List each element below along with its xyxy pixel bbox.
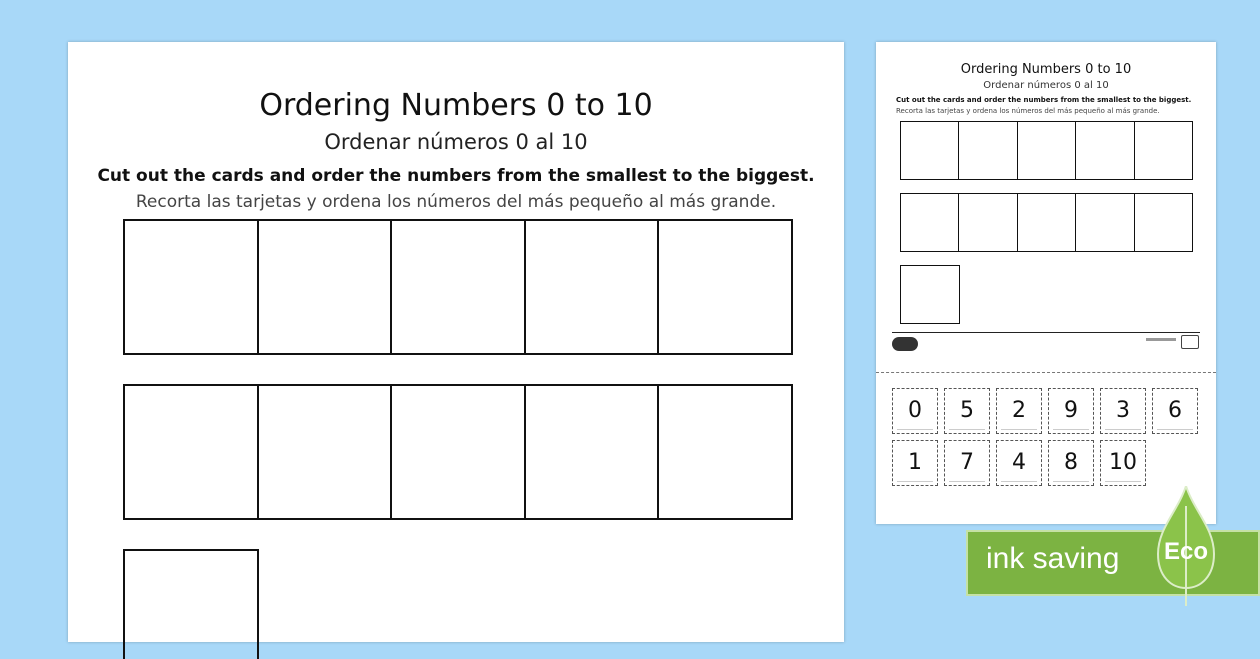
answer-box bbox=[259, 386, 393, 518]
preview-box bbox=[1135, 122, 1192, 179]
preview-box bbox=[1018, 122, 1076, 179]
preview-box bbox=[959, 122, 1017, 179]
number-card: 5 bbox=[944, 388, 990, 434]
answer-box bbox=[259, 221, 393, 353]
answer-box bbox=[659, 221, 791, 353]
preview-row-1 bbox=[900, 121, 1193, 180]
eco-leaf-icon bbox=[1156, 486, 1216, 606]
number-card: 2 bbox=[996, 388, 1042, 434]
preview-box bbox=[959, 194, 1017, 251]
preview-box bbox=[1076, 122, 1134, 179]
worksheet-page bbox=[68, 42, 844, 642]
number-card: 9 bbox=[1048, 388, 1094, 434]
number-card: 10 bbox=[1100, 440, 1146, 486]
answer-box bbox=[125, 221, 259, 353]
cut-line bbox=[876, 372, 1216, 373]
answer-box bbox=[392, 386, 526, 518]
ink-saving-text: ink saving bbox=[986, 542, 1120, 575]
brand-logo-icon bbox=[892, 337, 918, 351]
preview-box bbox=[1076, 194, 1134, 251]
preview-box bbox=[1018, 194, 1076, 251]
footer-url-mark bbox=[1146, 338, 1176, 341]
answer-box bbox=[392, 221, 526, 353]
number-card: 1 bbox=[892, 440, 938, 486]
number-card: 7 bbox=[944, 440, 990, 486]
answer-row-2 bbox=[123, 384, 793, 520]
page-subtitle: Ordenar números 0 al 10 bbox=[324, 130, 588, 154]
instruction-spanish: Recorta las tarjetas y ordena los números del más pequeño al más grande. bbox=[135, 192, 777, 212]
answer-box bbox=[659, 386, 791, 518]
number-card: 6 bbox=[1152, 388, 1198, 434]
number-card: 8 bbox=[1048, 440, 1094, 486]
footer-divider bbox=[892, 332, 1200, 333]
eco-label: Eco bbox=[1163, 538, 1208, 565]
preview-box bbox=[901, 194, 959, 251]
preview-box bbox=[901, 122, 959, 179]
worksheet-preview bbox=[876, 42, 1216, 524]
answer-box bbox=[526, 386, 660, 518]
number-card: 3 bbox=[1100, 388, 1146, 434]
page-title: Ordering Numbers 0 to 10 bbox=[259, 88, 653, 123]
preview-instruction-english: Cut out the cards and order the numbers from the smallest to the biggest. bbox=[896, 96, 1192, 104]
number-card: 0 bbox=[892, 388, 938, 434]
instruction-english: Cut out the cards and order the numbers from the smallest to the biggest. bbox=[97, 166, 815, 186]
preview-row-2 bbox=[900, 193, 1193, 252]
answer-box bbox=[526, 221, 660, 353]
preview-subtitle: Ordenar números 0 al 10 bbox=[983, 80, 1109, 91]
answer-box bbox=[125, 386, 259, 518]
answer-box bbox=[123, 549, 259, 659]
printer-icon bbox=[1181, 335, 1199, 349]
preview-box bbox=[900, 265, 960, 324]
answer-row-1 bbox=[123, 219, 793, 355]
preview-instruction-spanish: Recorta las tarjetas y ordena los números del más pequeño al más grande. bbox=[896, 107, 1160, 115]
preview-title: Ordering Numbers 0 to 10 bbox=[960, 62, 1132, 77]
number-card: 4 bbox=[996, 440, 1042, 486]
preview-box bbox=[1135, 194, 1192, 251]
